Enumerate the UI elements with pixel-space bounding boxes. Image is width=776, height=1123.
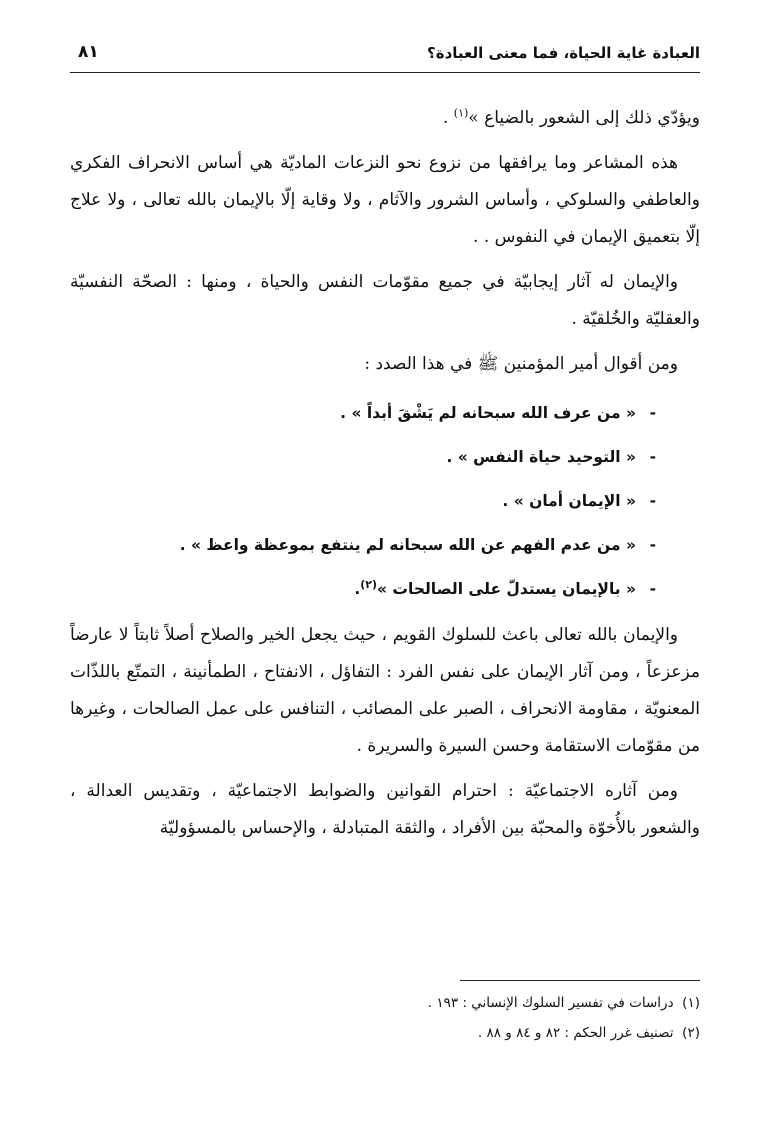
paragraph — [70, 145, 700, 256]
paragraph-text: ويؤدّي ذلك إلى الشعور بالضياع » — [468, 108, 700, 128]
paragraph — [70, 346, 700, 383]
list-dash: - — [649, 536, 656, 554]
quote-text: « الإيمان أمان » . — [502, 492, 636, 510]
list-item — [70, 391, 656, 435]
footnote — [100, 1018, 700, 1048]
paragraph — [70, 100, 700, 137]
paragraph-text: ومن آثاره الاجتماعيّة : احترام القوانين والضوابط الاجتماعيّة ، وتقديس العدالة ، والشعور بالأُخوّة والمحبّة بين الأفراد ، والثقة المتبادلة ، والإحساس بالمسؤوليّة — [70, 781, 700, 838]
page-number: ٨١ — [78, 42, 99, 62]
chapter-title: العبادة غاية الحياة، فما معنى العبادة؟ — [427, 44, 700, 62]
list-item — [70, 479, 656, 523]
list-item — [70, 435, 656, 479]
paragraph — [70, 264, 700, 338]
list-item — [70, 567, 656, 611]
footnote-divider — [460, 980, 700, 981]
list-dash: - — [649, 448, 656, 466]
paragraph — [70, 617, 700, 765]
footnote — [100, 988, 700, 1018]
running-header — [70, 38, 700, 73]
footnote-number: (١) — [682, 995, 700, 1011]
footnote-text: تصنيف غرر الحكم : ٨٢ و ٨٤ و ٨٨ . — [477, 1025, 674, 1041]
footnote-text: دراسات في تفسير السلوك الإنساني : ١٩٣ . — [427, 995, 674, 1011]
footnote-ref[interactable]: (١) — [453, 106, 469, 120]
quote-text: « من عرف الله سبحانه لم يَشْقَ أبداً » . — [340, 404, 636, 422]
list-item — [70, 523, 656, 567]
quote-end: . — [354, 580, 361, 598]
paragraph-text: والإيمان بالله تعالى باعث للسلوك القويم ، حيث يجعل الخير والصلاح أصلاً ثابتاً لا عارضاً مزعزعاً ، ومن آثار الإيمان على نفس الفرد : التفاؤل ، الانفتاح ، الطمأنينة ، التمتّع باللذّات المعنويّة ، مقاومة الانحراف ، الصبر على المصائب ، التنافس على عمل الصالحات ، وغيرها من مقوّمات الاستقامة وحسن السيرة والسريرة . — [70, 625, 700, 756]
footnote-ref[interactable]: (٢) — [360, 577, 378, 591]
paragraph — [70, 773, 700, 847]
quote-text: « من عدم الفهم عن الله سبحانه لم ينتفع بموعظة واعظ » . — [179, 536, 636, 554]
list-dash: - — [649, 580, 656, 598]
paragraph-text: ومن أقوال أمير المؤمنين ﷺ في هذا الصدد : — [364, 354, 678, 374]
footnote-number: (٢) — [682, 1025, 700, 1041]
paragraph-text: هذه المشاعر وما يرافقها من نزوع نحو النزعات الماديّة هي أساس الانحراف الفكري والعاطفي والسلوكي ، وأساس الشرور والآثام ، ولا وقاية إلّا بالإيمان بالله تعالى ، ولا علاج إلّا بتعميق الإيمان في النفوس . . — [70, 153, 700, 247]
list-dash: - — [649, 492, 656, 510]
list-dash: - — [649, 404, 656, 422]
paragraph-text: والإيمان له آثار إيجابيّة في جميع مقوّمات النفس والحياة ، ومنها : الصحّة النفسيّة والعقليّة والخُلقيّة . — [70, 272, 700, 329]
main-text — [70, 100, 700, 855]
footnotes — [100, 988, 700, 1048]
quote-text: « بالإيمان يستدلّ على الصالحات » — [377, 580, 636, 598]
paragraph-end: . — [442, 108, 454, 128]
quote-text: « التوحيد حياة النفس » . — [446, 448, 636, 466]
quotes-list — [70, 391, 700, 611]
